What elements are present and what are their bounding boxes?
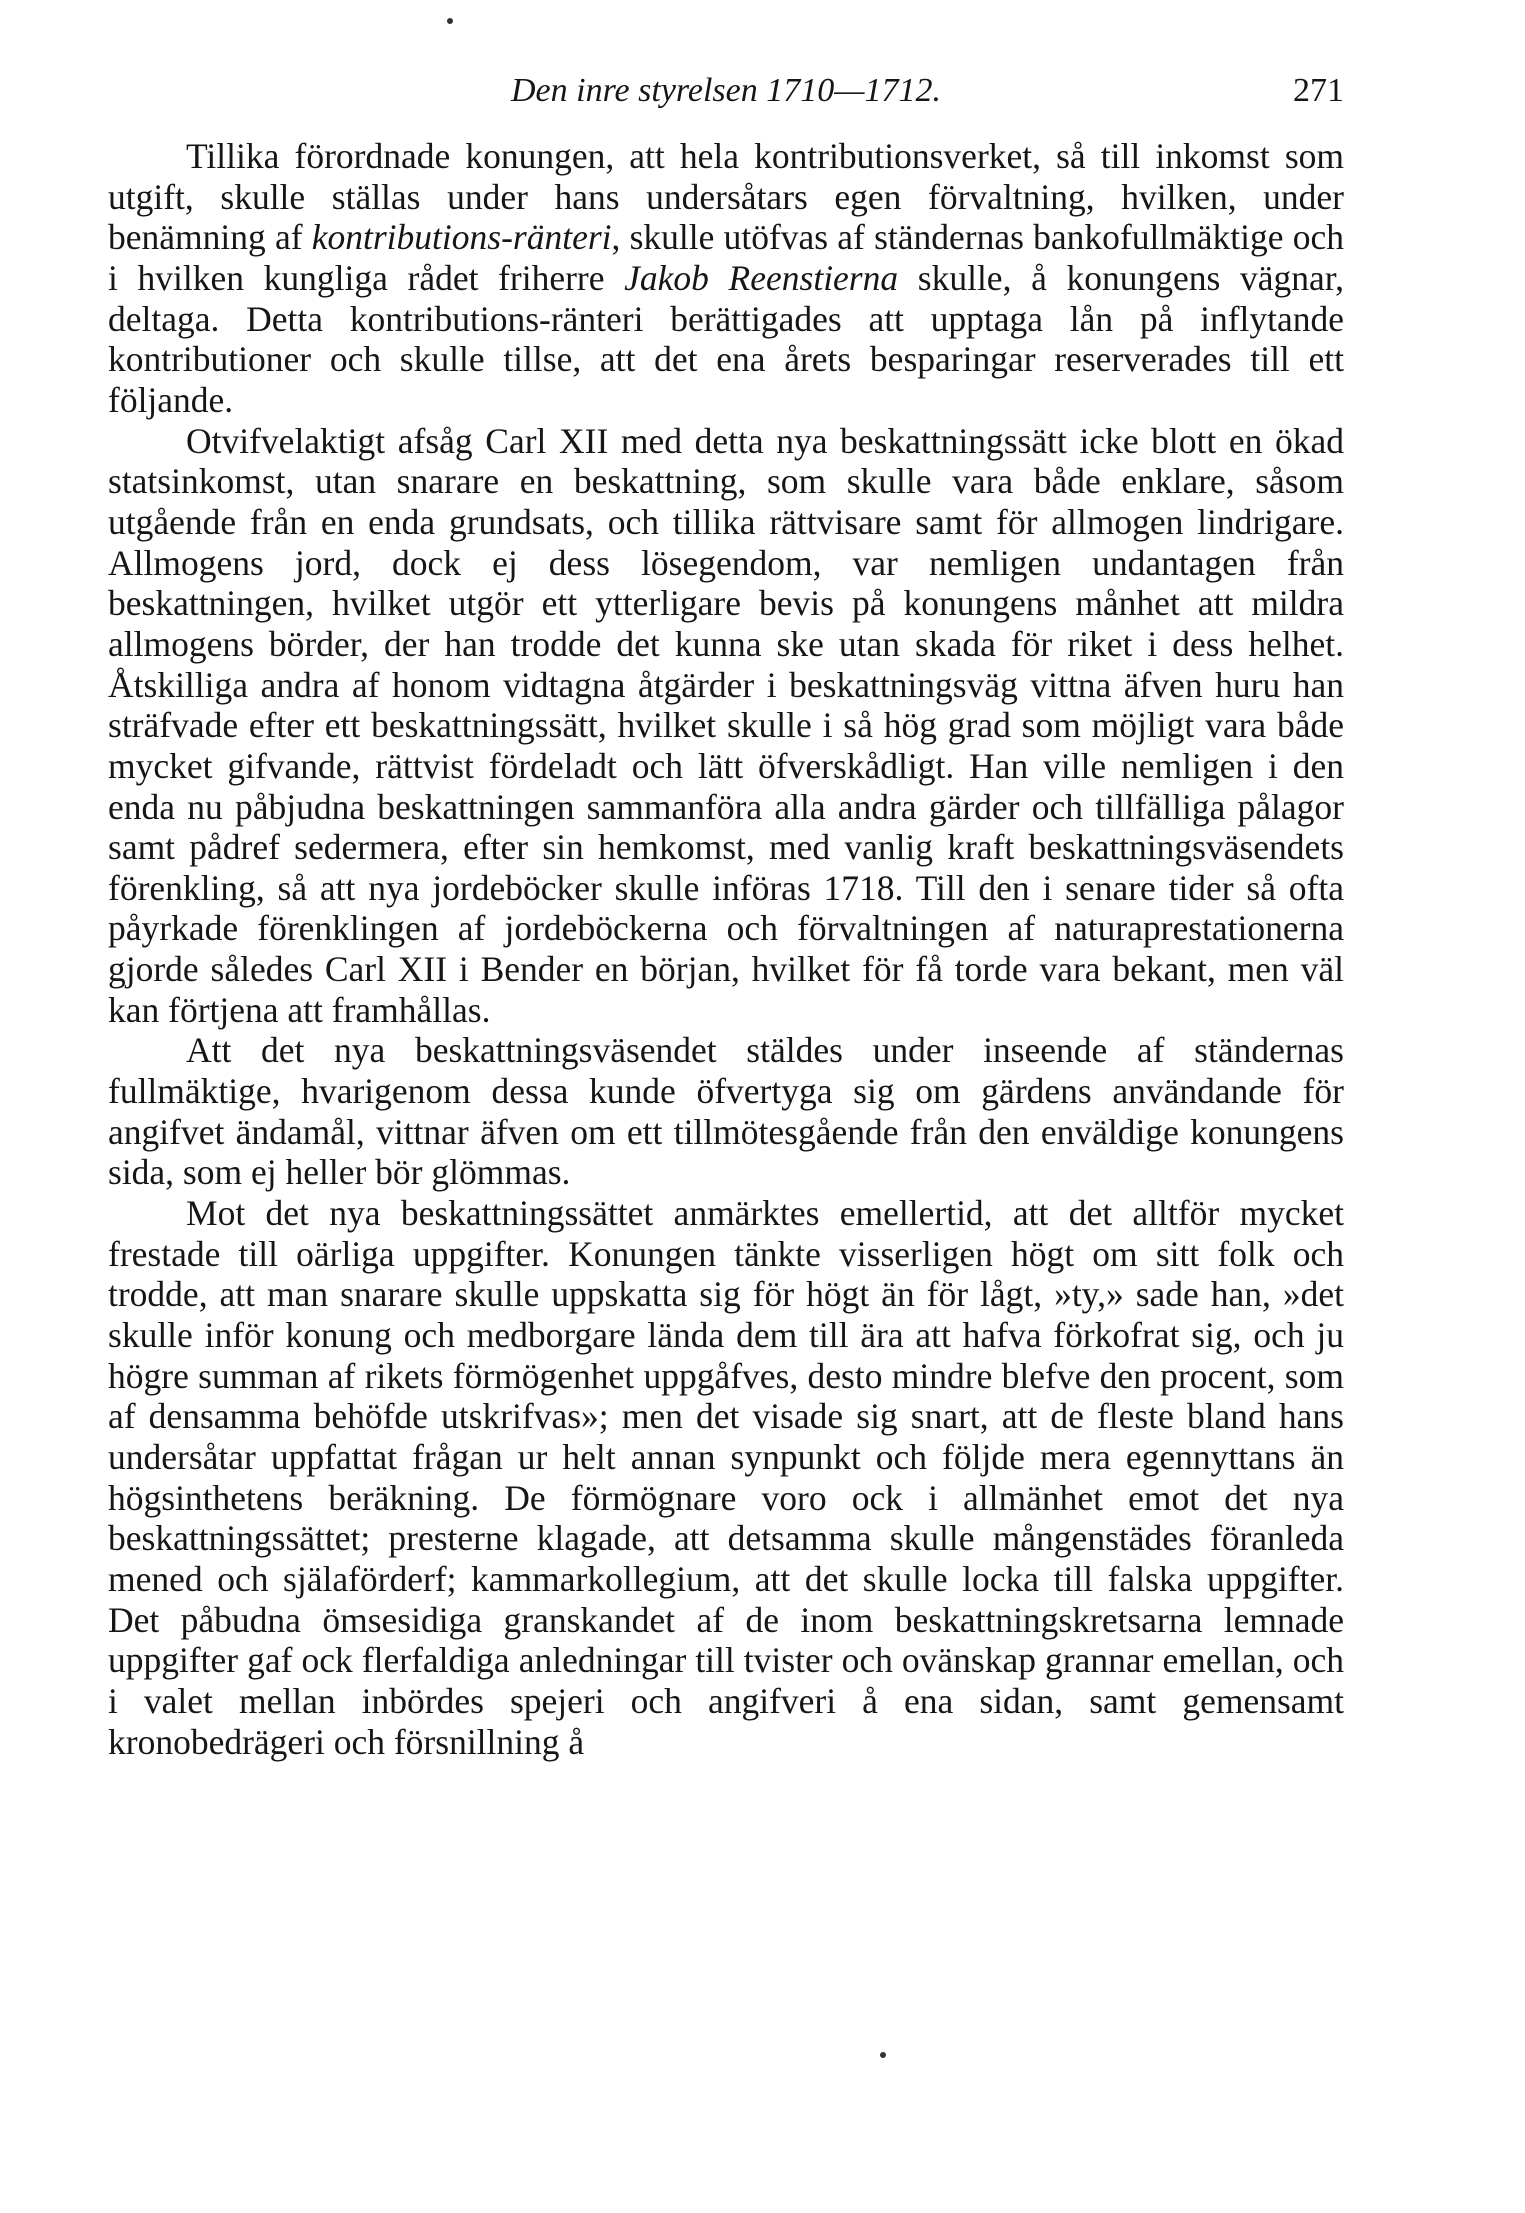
body-text <box>108 136 1344 1762</box>
ink-speck-top <box>447 18 453 24</box>
page-header <box>108 66 1344 116</box>
text-run: Mot det nya beskattningssättet anmärktes emellertid, att det alltför mycket frestade till oärliga uppgifter. Konungen tänkte visserligen högt om sitt folk och trodde, att man snarare skulle uppskatta sig för högt än för lågt, »ty,» sade han, »det skulle inför konung och medborgare lända dem till ära att hafva förkofrat sig, och ju högre summan af rikets förmögenhet uppgåfves, desto mindre blefve den procent, som af densamma behöfde utskrifvas»; men det visade sig snart, att de fleste bland hans undersåtar uppfattat frågan ur helt annan synpunkt och följde mera egennyttans än högsinthetens beräkning. De förmögnare voro ock i allmänhet emot det nya beskattningssättet; presterne klagade, att detsamma skulle mångenstädes föranleda mened och själaförderf; kammarkollegium, att det skulle locka till falska uppgifter. Det påbudna ömsesidiga granskandet af de inom beskattningskretsarna lemnade uppgifter gaf ock flerfaldiga anledningar till tvister och ovänskap grannar emellan, och i valet mellan inbördes spejeri och angifveri å ena sidan, samt gemensamt kronobedrägeri och försnillning å <box>108 1193 1344 1762</box>
ink-speck-bottom <box>880 2052 886 2058</box>
paragraph <box>108 1030 1344 1193</box>
paragraph <box>108 136 1344 421</box>
text-run: Att det nya beskattningsväsendet stäldes under inseende af ständernas fullmäktige, hvarigenom dessa kunde öfvertyga sig om gärdens användande för angifvet ändamål, vittnar äfven om ett tillmötesgående från den enväldige konungens sida, som ej heller bör glömmas. <box>108 1030 1344 1193</box>
italic-text-run: Jakob Reenstierna <box>624 257 899 298</box>
page-number: 271 <box>1293 72 1344 109</box>
paragraph <box>108 1193 1344 1762</box>
italic-text-run: kontributions-ränteri <box>311 217 612 258</box>
text-run: Tillika förordnade konungen, att hela kontributionsverket, så till inkomst som utgift, skulle ställas under hans undersåtars egen förvaltning, hvilken, under benämning af <box>108 136 1344 258</box>
paragraph <box>108 421 1344 1031</box>
running-title: Den inre styrelsen 1710—1712. <box>511 72 941 109</box>
text-run: , skulle utöfvas af ständernas bankofullmäktige och i hvilken kungliga rådet friherre <box>108 217 1344 298</box>
text-run: Otvifvelaktigt afsåg Carl XII med detta nya beskattningssätt icke blott en ökad statsinkomst, utan snarare en beskattning, som skulle vara både enklare, såsom utgående från en enda grundsats, och tillika rättvisare samt för allmogen lindrigare. Allmogens jord, dock ej dess lösegendom, var nemligen undantagen från beskattningen, hvilket utgör ett ytterligare bevis på konungens månhet att mildra allmogens börder, der han trodde det kunna ske utan skada för riket i dess helhet. Åtskilliga andra af honom vidtagna åtgärder i beskattningsväg vittna äfven huru han sträfvade efter ett beskattningssätt, hvilket skulle i så hög grad som möjligt vara både mycket gifvande, rättvist fördeladt och lätt öfverskådligt. Han ville nemligen i den enda nu påbjudna beskattningen sammanföra alla andra gärder och tillfälliga pålagor samt pådref sedermera, efter sin hemkomst, med vanlig kraft beskattningsväsendets förenkling, så att nya jordeböcker skulle införas 1718. Till den i senare tider så ofta påyrkade förenklingen af jordeböckerna och förvaltningen af naturaprestationerna gjorde således Carl XII i Bender en början, hvilket för få torde vara bekant, men väl kan förtjena att framhållas. <box>108 420 1344 1030</box>
text-run: skulle, å konungens vägnar, deltaga. Detta kontributions-ränteri berättigades att upptaga lån på inflytande kontributioner och skulle tillse, att det ena årets besparingar reserverades till ett följande. <box>108 257 1344 420</box>
